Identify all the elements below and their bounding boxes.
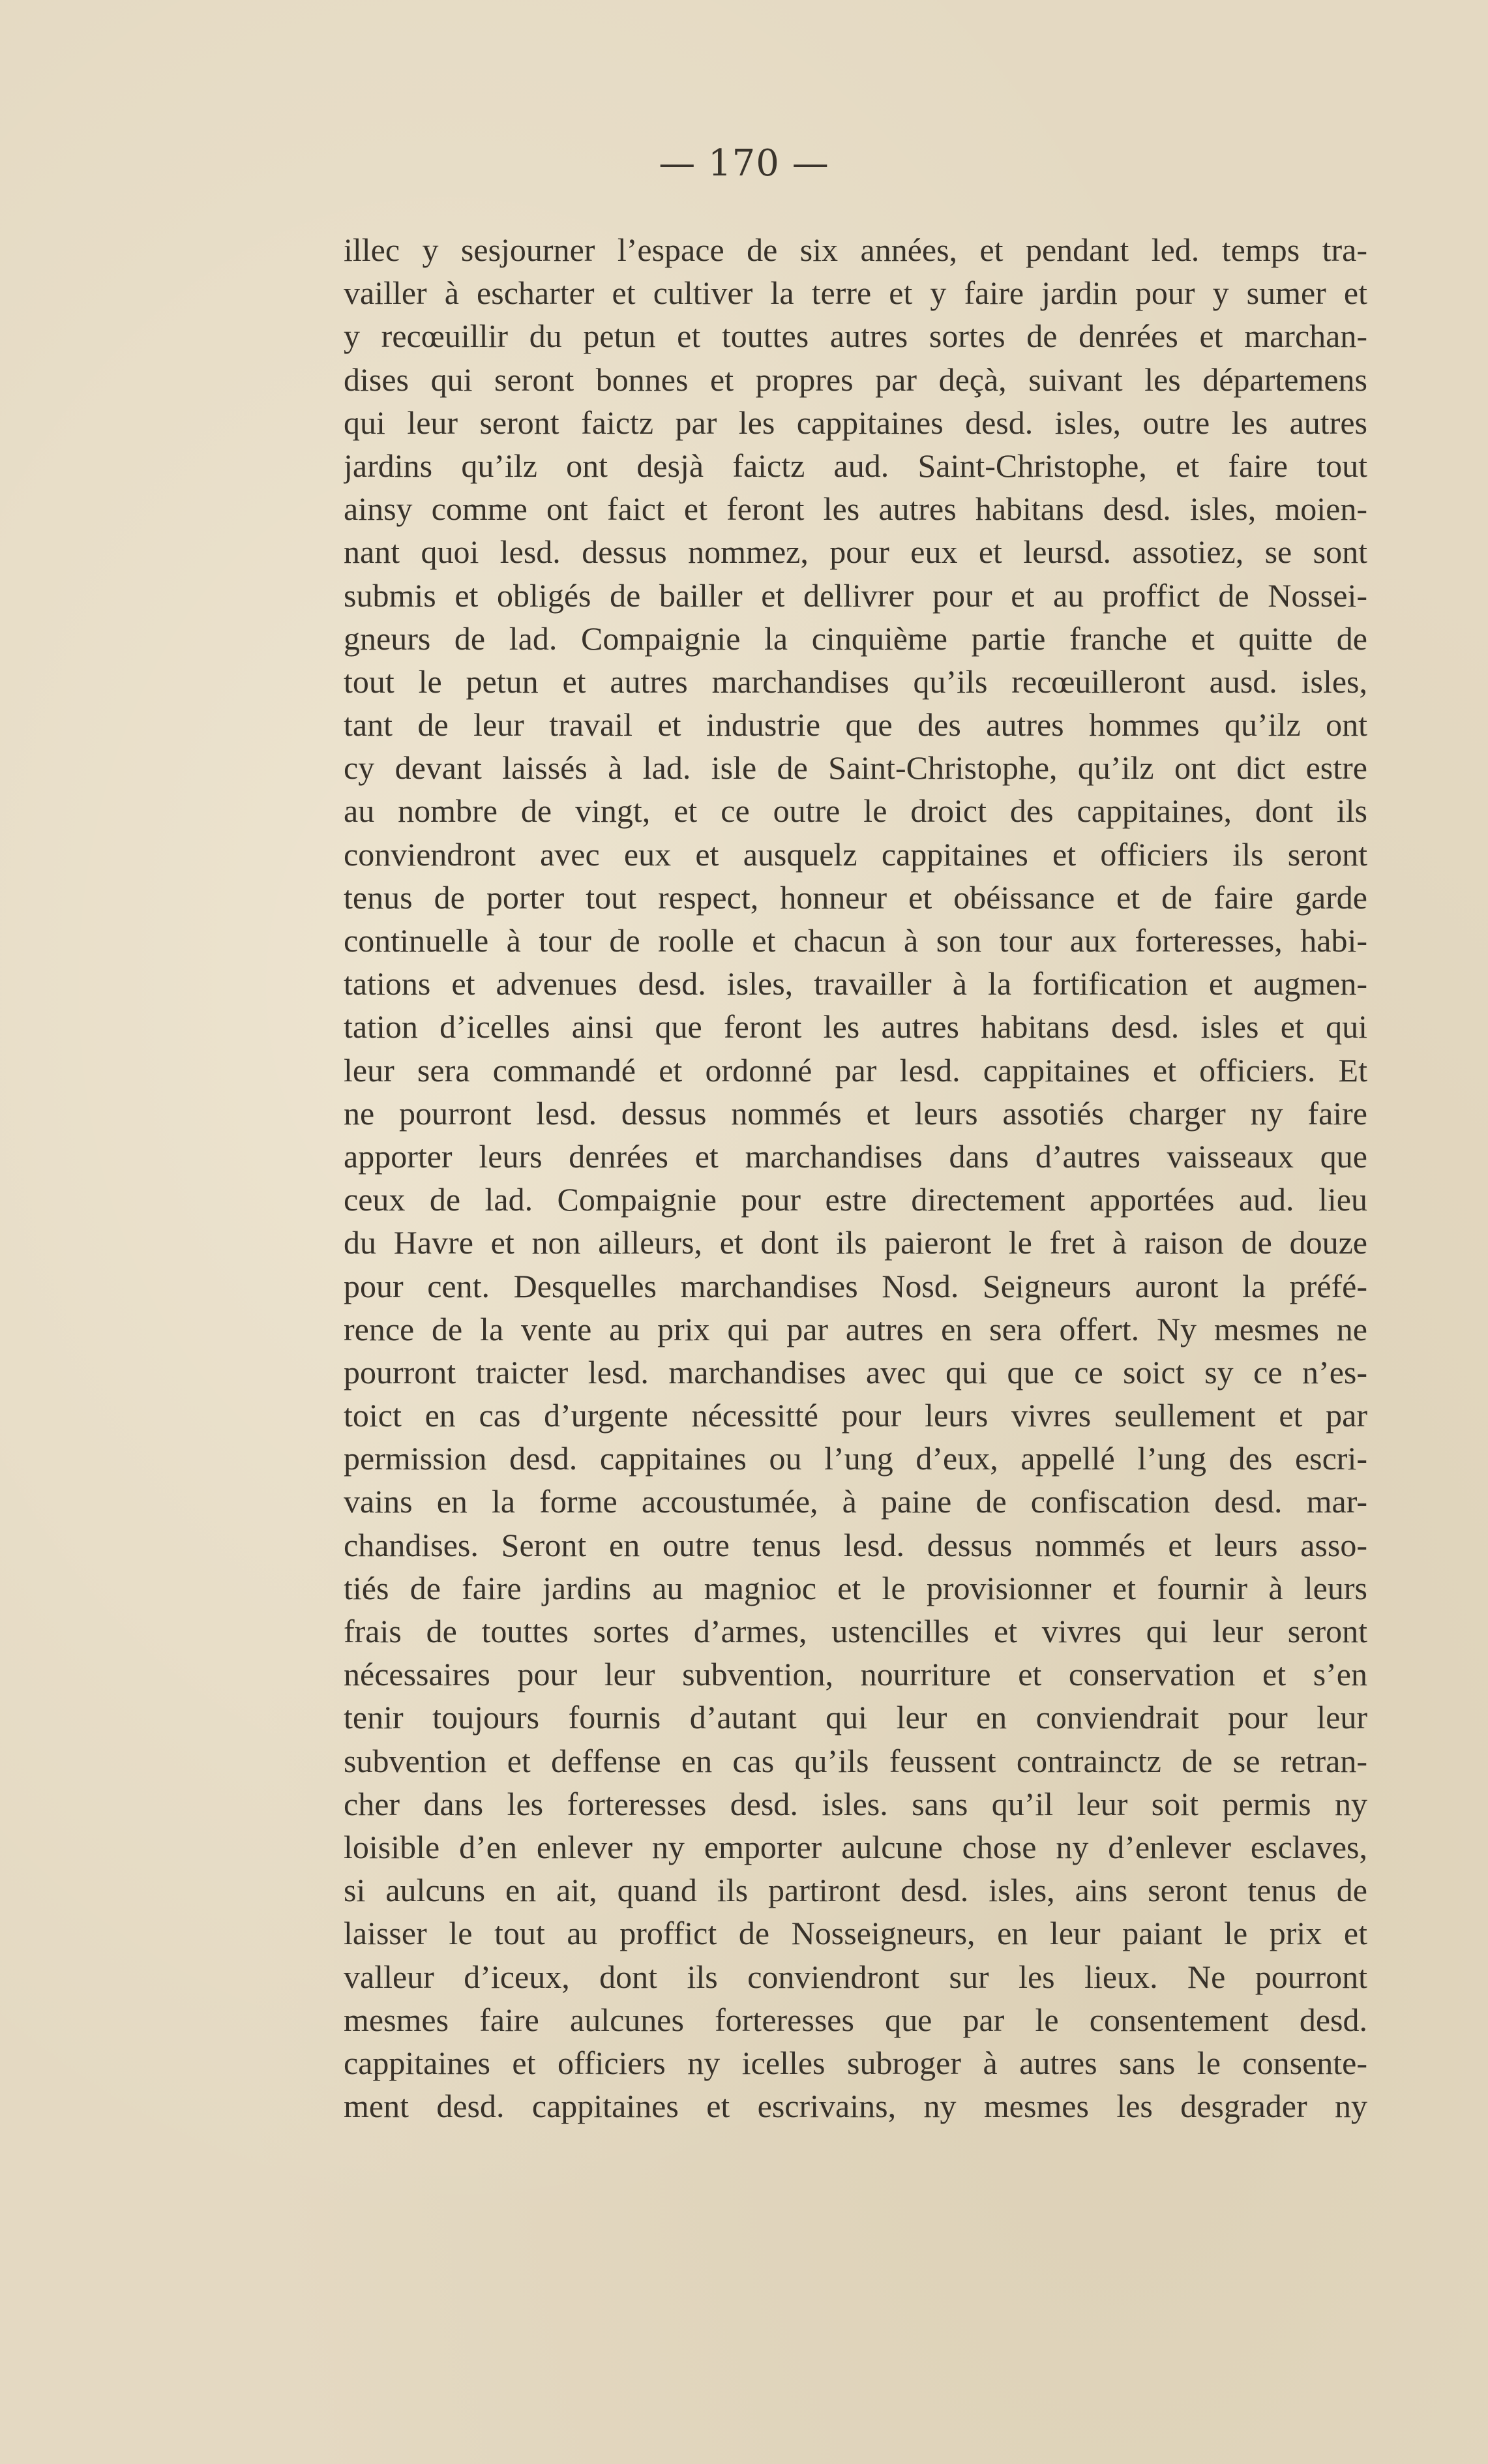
- text-line: jardins qu’ilz ont desjà faictz aud. Saint-Christophe, et faire tout: [344, 447, 1367, 484]
- text-line: vailler à escharter et cultiver la terre et y faire jardin pour y sumer et: [344, 275, 1367, 312]
- text-line: submis et obligés de bailler et dellivrer pour et au proffict de Nossei-: [344, 577, 1367, 614]
- text-line: frais de touttes sortes d’armes, ustencilles et vivres qui leur seront: [344, 1613, 1367, 1649]
- text-line: toict en cas d’urgente nécessitté pour leurs vivres seullement et par: [344, 1397, 1367, 1434]
- text-line: pourront traicter lesd. marchandises avec qui que ce soict sy ce n’es-: [344, 1353, 1367, 1390]
- text-line: cher dans les forteresses desd. isles. sans qu’il leur soit permis ny: [344, 1785, 1367, 1822]
- text-line: tation d’icelles ainsi que feront les autres habitans desd. isles et qui: [344, 1008, 1367, 1045]
- text-line: conviendront avec eux et ausquelz cappitaines et officiers ils seront: [344, 835, 1367, 873]
- text-line: dises qui seront bonnes et propres par deçà, suivant les départemens: [344, 361, 1367, 398]
- text-line: chandises. Seront en outre tenus lesd. dessus nommés et leurs asso-: [344, 1526, 1367, 1563]
- text-line: permission desd. cappitaines ou l’ung d’eux, appellé l’ung des escri-: [344, 1440, 1367, 1477]
- text-line: nécessaires pour leur subvention, nourriture et conservation et s’en: [344, 1656, 1367, 1693]
- text-line: ainsy comme ont faict et feront les autres habitans desd. isles, moien-: [344, 490, 1367, 528]
- text-line: tenir toujours fournis d’autant qui leur en conviendrait pour leur: [344, 1699, 1367, 1736]
- text-line: leur sera commandé et ordonné par lesd. cappitaines et officiers. Et: [344, 1051, 1367, 1089]
- text-line: ment desd. cappitaines et escrivains, ny mesmes les desgrader ny: [344, 2088, 1367, 2125]
- text-line: qui leur seront faictz par les cappitaines desd. isles, outre les autres: [344, 404, 1367, 441]
- body-text: [344, 228, 1367, 2127]
- text-line: tant de leur travail et industrie que des autres hommes qu’ilz ont: [344, 706, 1367, 744]
- text-line: illec y sesjourner l’espace de six années, et pendant led. temps tra-: [344, 232, 1367, 268]
- text-line: ne pourront lesd. dessus nommés et leurs assotiés charger ny faire: [344, 1094, 1367, 1132]
- text-line: rence de la vente au prix qui par autres en sera offert. Ny mesmes ne: [344, 1310, 1367, 1347]
- text-line: du Havre et non ailleurs, et dont ils paieront le fret à raison de douze: [344, 1224, 1367, 1261]
- text-line: y recœuillir du petun et touttes autres sortes de denrées et marchan-: [344, 318, 1367, 355]
- text-line: tiés de faire jardins au magnioc et le provisionner et fournir à leurs: [344, 1569, 1367, 1606]
- text-line: subvention et deffense en cas qu’ils feussent contrainctz de se retran-: [344, 1742, 1367, 1779]
- text-line: nant quoi lesd. dessus nommez, pour eux et leursd. assotiez, se sont: [344, 533, 1367, 571]
- text-line: cappitaines et officiers ny icelles subroger à autres sans le consente-: [344, 2044, 1367, 2081]
- text-line: au nombre de vingt, et ce outre le droict des cappitaines, dont ils: [344, 792, 1367, 830]
- text-line: pour cent. Desquelles marchandises Nosd. Seigneurs auront la préfé-: [344, 1267, 1367, 1304]
- page-number: — 170 —: [659, 142, 829, 185]
- text-line: gneurs de lad. Compaignie la cinquième partie franche et quitte de: [344, 620, 1367, 657]
- text-line: tenus de porter tout respect, honneur et obéissance et de faire garde: [344, 879, 1367, 916]
- text-line: mesmes faire aulcunes forteresses que par le consentement desd.: [344, 2001, 1367, 2038]
- text-line: si aulcuns en ait, quand ils partiront desd. isles, ains seront tenus de: [344, 1872, 1367, 1909]
- text-line: vains en la forme accoustumée, à paine de confiscation desd. mar-: [344, 1483, 1367, 1520]
- text-line: laisser le tout au proffict de Nosseigneurs, en leur paiant le prix et: [344, 1915, 1367, 1952]
- text-line: ceux de lad. Compaignie pour estre directement apportées aud. lieu: [344, 1181, 1367, 1218]
- text-line: valleur d’iceux, dont ils conviendront sur les lieux. Ne pourront: [344, 1958, 1367, 1995]
- text-line: apporter leurs denrées et marchandises dans d’autres vaisseaux que: [344, 1137, 1367, 1175]
- text-line: tations et advenues desd. isles, travailler à la fortification et augmen-: [344, 965, 1367, 1002]
- text-line: continuelle à tour de roolle et chacun à son tour aux forteresses, habi-: [344, 922, 1367, 959]
- text-line: tout le petun et autres marchandises qu’ils recœuilleront ausd. isles,: [344, 663, 1367, 700]
- text-line: cy devant laissés à lad. isle de Saint-Christophe, qu’ilz ont dict estre: [344, 749, 1367, 787]
- text-line: loisible d’en enlever ny emporter aulcune chose ny d’enlever esclaves,: [344, 1828, 1367, 1865]
